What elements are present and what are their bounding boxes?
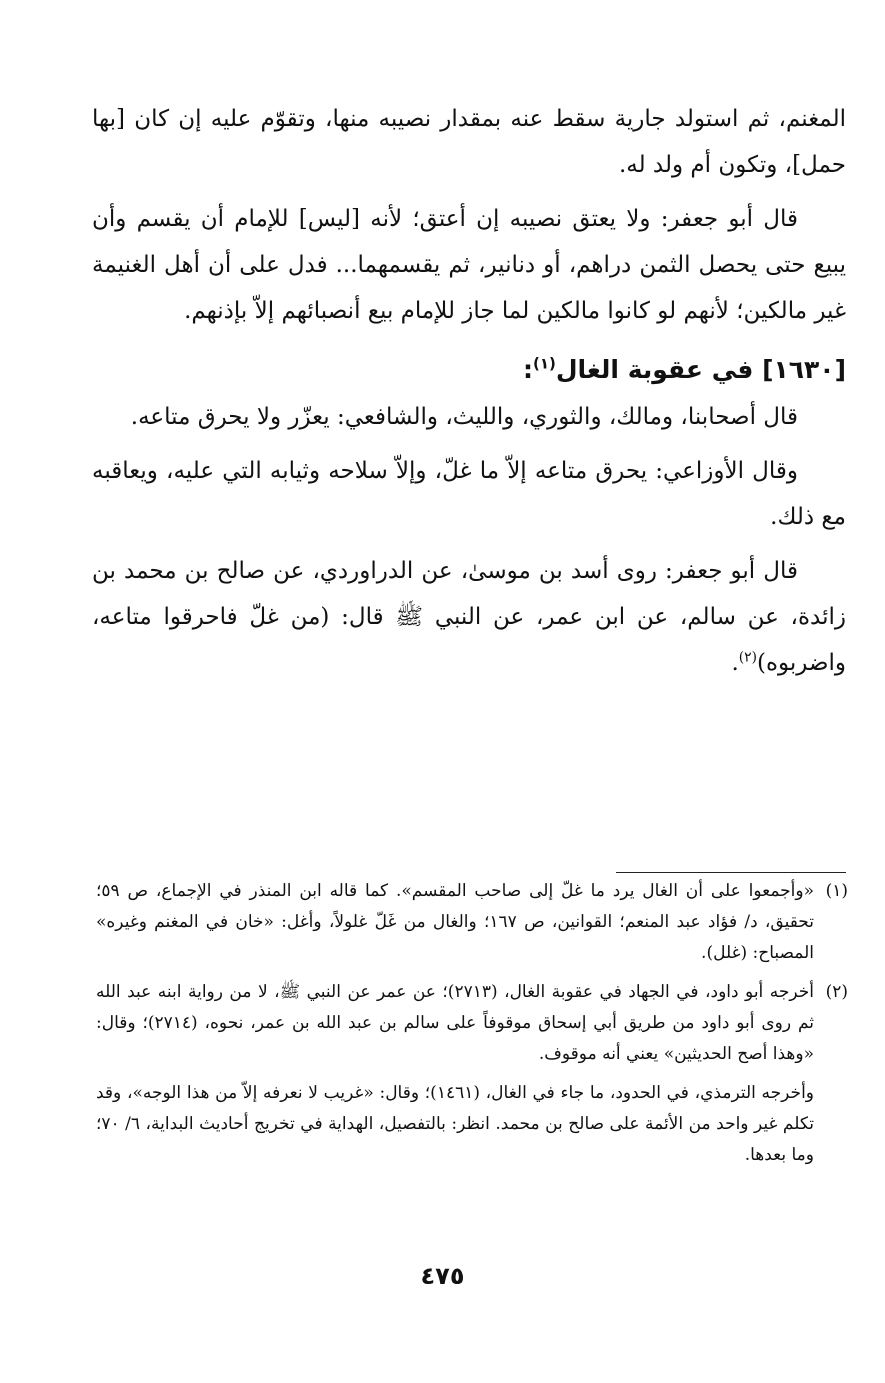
footnote-ref-2[interactable]: (٢) <box>738 649 757 666</box>
section-number: [١٦٣٠] <box>762 355 846 384</box>
footnotes <box>96 876 848 1171</box>
footnote-2 <box>96 977 848 1070</box>
footnote-text: أخرجه أبو داود، في الجهاد في عقوبة الغال، (٢٧١٣)؛ عن عمر عن النبي ﷺ، لا من رواية ابنه عبد الله ثم روى أبو داود من طريق أبي إسحاق موقوفاً على سالم بن عبد الله بن عمر، نحوه، (٢٧١٤)؛ وقال: «وهذا أصح الحديثين» يعني أنه موقوف. <box>96 982 814 1064</box>
footnote-2-continuation: وأخرجه الترمذي، في الحدود، ما جاء في الغال، (١٤٦١)؛ وقال: «غريب لا نعرفه إلاّ من هذا الوجه»، وقد تكلم غير واحد من الأئمة على صالح بن محمد. انظر: بالتفصيل، الهداية في تخريج أحاديث البداية، ٦/ ٧٠؛ وما بعدها. <box>96 1083 815 1165</box>
footnote-number: (٢) <box>825 982 848 1002</box>
footnote-ref-1[interactable]: (١) <box>532 354 556 373</box>
paragraph-2: قال أبو جعفر: ولا يعتق نصيبه إن أعتق؛ لأنه [ليس] للإمام أن يقسم وأن يبيع حتى يحصل الثمن دراهم، أو دنانير، ثم يقسمهما... فدل على أن أهل الغنيمة غير مالكين؛ لأنهم لو كانوا مالكين لما جاز للإمام بيع أنصبائهم إلاّ بإذنهم. <box>92 206 846 324</box>
footnote-number: (١) <box>825 881 848 901</box>
paragraph-1: المغنم، ثم استولد جارية سقط عنه بمقدار نصيبه منها، وتقوّم عليه إن كان [بها حمل]، وتكون أم ولد له. <box>92 106 846 178</box>
section-heading: [١٦٣٠] في عقوبة الغال$^{(١)}$: <box>522 354 846 384</box>
footnote-text: «وأجمعوا على أن الغال يرد ما غلّ إلى صاحب المقسم». كما قاله ابن المنذر في الإجماع، ص ٥٩؛ تحقيق، د/ فؤاد عبد المنعم؛ القوانين، ص ١٦٧؛ والغال من غَلّ غلولاً، وأغل: «خان في المغنم وغيره» المصباح: (غلل). <box>96 881 814 963</box>
section-title: في عقوبة الغال <box>555 355 754 384</box>
paragraph-3: قال أصحابنا، ومالك، والثوري، والليث، والشافعي: يعزّر ولا يحرق متاعه. <box>130 404 798 430</box>
main-text <box>92 96 846 694</box>
paragraph-5: قال أبو جعفر: روى أسد بن موسىٰ، عن الدراوردي، عن صالح بن محمد بن زائدة، عن سالم، عن ابن عمر، عن النبي ﷺ قال: (من غلّ فاحرقوا متاعه، واضربوه)$^{(٢)}$. <box>92 558 846 676</box>
footnote-separator <box>616 872 846 873</box>
paragraph-4: وقال الأوزاعي: يحرق متاعه إلاّ ما غلّ، وإلاّ سلاحه وثيابه التي عليه، ويعاقبه مع ذلك. <box>92 458 846 530</box>
footnote-1 <box>96 876 848 969</box>
page-number: ٤٧٥ <box>420 1262 465 1290</box>
